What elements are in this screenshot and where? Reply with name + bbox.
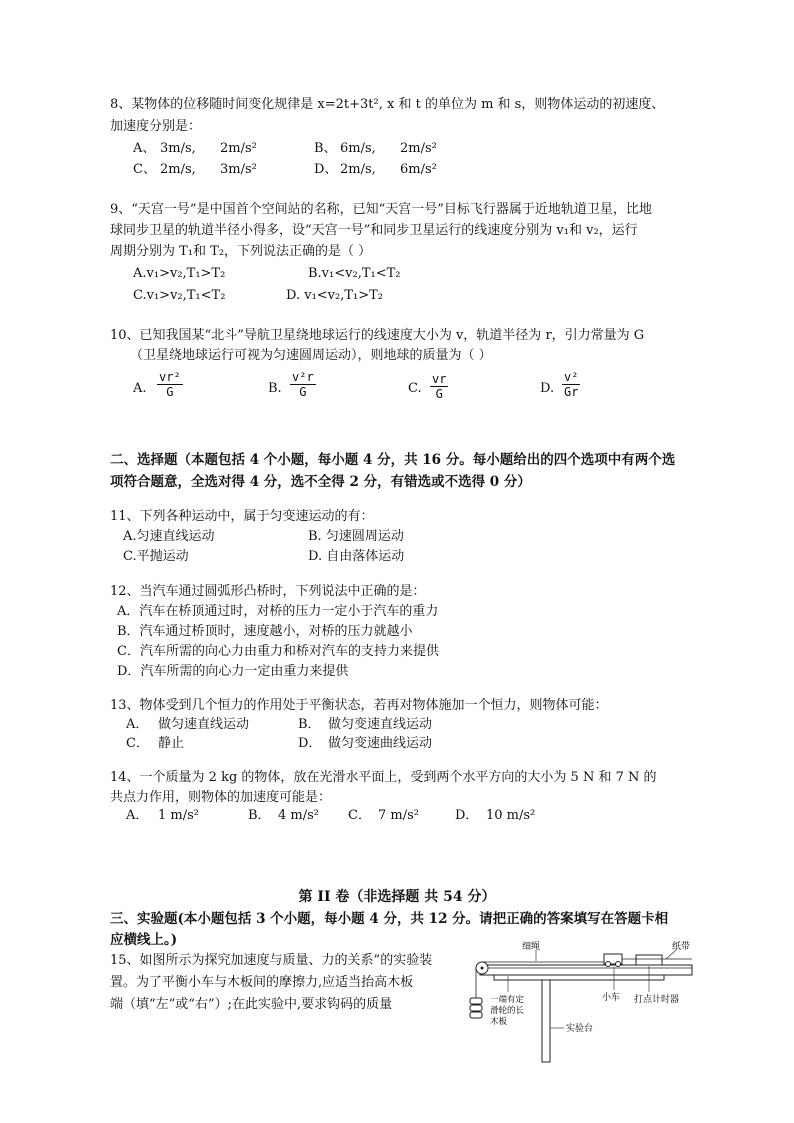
part2-title: 第 II 卷（非选择题 共 54 分）	[298, 889, 496, 905]
label-board-line2: 滑轮的长	[490, 1006, 525, 1016]
weight-3	[470, 1012, 482, 1018]
weight-2	[470, 1005, 482, 1011]
q8-stem-line2: 加速度分别是：	[110, 119, 202, 134]
q8-stem-line1: 8、某物体的位移随时间变化规律是 x=2t+3t², x 和 t 的单位为 m 和 s，则物体运动的初速度、	[110, 97, 665, 112]
cart-wheel-right	[616, 962, 621, 967]
q15-stem-line1: 15、如图所示为探究加速度与质量、力的关系”的实验装	[110, 953, 433, 968]
q10-stem-line1: 10、已知我国某“北斗”导航卫星绕地球运行的线速度大小为 v，轨道半径为 r，引力常量为 G	[110, 328, 645, 343]
q14-option-b-letter: B．	[248, 808, 271, 823]
q8-option-a-acceleration: 2m/s²	[220, 141, 257, 156]
q13-option-d: 做匀变速曲线运动	[328, 736, 433, 751]
q13-option-b: 做匀变速直线运动	[328, 717, 433, 732]
q8-option-b-letter: B、	[314, 141, 337, 156]
q13-option-a-letter: A．	[126, 717, 149, 732]
q13-option-c-letter: C．	[126, 736, 149, 751]
q8-option-c-letter: C、	[133, 162, 156, 177]
q9-stem-line1: 9、“天宫一号”是中国首个空间站的名称，已知“天宫一号”目标飞行器属于近地轨道卫星，比地	[110, 202, 652, 217]
q9-stem-line3: 周期分别为 T₁和 T₂，下列说法正确的是（ ）	[110, 244, 372, 259]
timer-icon	[636, 955, 662, 965]
q14-option-b: 4 m/s²	[278, 808, 319, 823]
label-timer: 打点计时器	[634, 995, 680, 1005]
q13-stem: 13、物体受到几个恒力的作用处于平衡状态，若再对物体施加一个恒力，则物体可能：	[110, 698, 608, 713]
q11-stem: 11、下列各种运动中，属于匀变速运动的有：	[110, 509, 374, 524]
q8-option-d-velocity: 2m/s,	[340, 162, 376, 177]
q8-option-a-letter: A、	[133, 141, 156, 156]
q10-option-b-fraction	[290, 370, 316, 399]
long-board	[480, 965, 692, 975]
q10-option-b-denominator: G	[299, 385, 307, 399]
experiment-diagram	[466, 940, 696, 1065]
q14-stem-line1: 14、一个质量为 2 kg 的物体，放在光滑水平面上，受到两个水平方向的大小为 5 N 和 7 N 的	[110, 770, 657, 785]
pulley-axle	[481, 967, 484, 970]
section3-heading-line1: 三、实验题(本小题包括 3 个小题，每小题 4 分，共 12 分。请把正确的答案填写在答题卡相	[110, 911, 669, 927]
q14-option-c: 7 m/s²	[378, 808, 419, 823]
table-top	[494, 975, 664, 980]
q10-option-a-numerator: vr²	[159, 370, 181, 384]
q9-stem-line2: 球同步卫星的轨道半径小得多，设“天宫一号”和同步卫星运行的线速度分别为 v₁和 v₂，运行	[110, 223, 638, 238]
q9-option-b: B.v₁<v₂,T₁<T₂	[308, 266, 401, 281]
q8-option-c-velocity: 2m/s,	[160, 162, 196, 177]
q10-option-b-numerator: v²r	[292, 370, 314, 384]
q10-option-a-denominator: G	[166, 385, 174, 399]
q12-option-d: D．汽车所需的向心力一定由重力来提供	[117, 664, 349, 679]
label-board-line1: 一端有定	[490, 995, 525, 1005]
label-tape: 纸带	[672, 942, 691, 952]
q10-option-d-numerator: v²	[564, 370, 579, 384]
q14-option-a-letter: A．	[126, 808, 149, 823]
q9-option-c: C.v₁>v₂,T₁<T₂	[133, 288, 226, 303]
q8-option-a-velocity: 3m/s,	[160, 141, 196, 156]
q13-option-a: 做匀速直线运动	[158, 717, 250, 732]
q11-option-c: C.平抛运动	[123, 549, 189, 564]
q12-option-a: A．汽车在桥顶通过时，对桥的压力一定小于汽车的重力	[117, 604, 439, 619]
q8-option-d-letter: D、	[314, 162, 338, 177]
q13-option-c: 静止	[158, 736, 185, 751]
label-table: 实验台	[566, 1024, 594, 1034]
q8-option-b-velocity: 6m/s,	[340, 141, 376, 156]
section2-heading-line2: 项符合题意，全选对得 4 分，选不全得 2 分，有错选或不选得 0 分）	[110, 474, 531, 490]
q10-option-a-label: A.	[133, 381, 147, 396]
q9-option-a: A.v₁>v₂,T₁>T₂	[133, 266, 226, 281]
section3-heading-line2: 应横线上。)	[110, 932, 178, 948]
q10-option-a-fraction	[157, 370, 183, 399]
q10-option-d-fraction	[562, 370, 580, 399]
table-leg	[542, 980, 550, 1062]
q10-option-b-label: B.	[268, 381, 282, 396]
q10-option-c-denominator: G	[435, 387, 443, 401]
q8-option-b-acceleration: 2m/s²	[400, 141, 437, 156]
q13-option-d-letter: D．	[298, 736, 322, 751]
weight-1	[470, 998, 482, 1004]
q13-option-b-letter: B．	[298, 717, 321, 732]
q14-option-a: 1 m/s²	[158, 808, 199, 823]
q12-option-b: B．汽车通过桥顶时，速度越小，对桥的压力就越小	[117, 624, 413, 639]
q8-option-d-acceleration: 6m/s²	[400, 162, 437, 177]
q12-stem: 12、当汽车通过圆弧形凸桥时，下列说法中正确的是：	[110, 584, 426, 599]
q14-option-c-letter: C．	[348, 808, 371, 823]
q9-option-d: D. v₁<v₂,T₁>T₂	[286, 288, 384, 303]
q15-stem-line2: 置。为了平衡小车与木板间的摩擦力,应适当抬高木板	[110, 975, 414, 990]
q12-option-c: C．汽车所需的向心力由重力和桥对汽车的支持力来提供	[117, 644, 439, 659]
q15-stem-line3: 端（填“左”或“右”）;在此实验中,要求钩码的质量	[110, 997, 393, 1012]
q10-option-c-fraction	[430, 372, 448, 401]
q14-option-d: 10 m/s²	[486, 808, 536, 823]
q14-option-d-letter: D．	[455, 808, 479, 823]
label-cart: 小车	[602, 993, 621, 1003]
q8-option-c-acceleration: 3m/s²	[220, 162, 257, 177]
q11-option-b: B. 匀速圆周运动	[308, 529, 404, 544]
cart-wheel-left	[606, 962, 611, 967]
q10-option-c-numerator: vr	[432, 372, 447, 386]
label-board-line3: 木板	[490, 1017, 508, 1027]
q10-stem-line2: （卫星绕地球运行可视为匀速圆周运动），则地球的质量为（ ）	[130, 348, 492, 363]
q11-option-d: D. 自由落体运动	[308, 549, 405, 564]
q11-option-a: A.匀速直线运动	[123, 529, 215, 544]
section2-heading-line1: 二、选择题（本题包括 4 个小题，每小题 4 分，共 16 分。每小题给出的四个选项中有两个选	[110, 452, 676, 468]
label-rope: 细绳	[522, 942, 541, 952]
q10-option-d-denominator: Gr	[564, 385, 579, 399]
q14-stem-line2: 共点力作用，则物体的加速度可能是：	[110, 790, 332, 805]
q10-option-d-label: D.	[540, 381, 555, 396]
q10-option-c-label: C.	[408, 381, 422, 396]
